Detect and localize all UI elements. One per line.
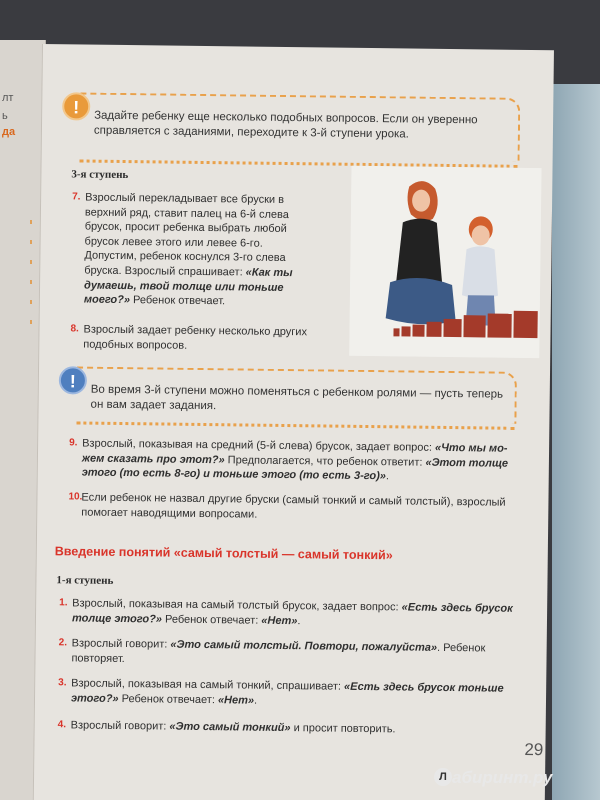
list-item: 4. Взрослый говорит: «Это самый тонкий» и просит повторить. [57,719,396,736]
item-number: 9. [69,437,78,449]
exclamation-icon: ! [59,366,87,394]
list-item: 9. Взрослый, показывая на средний (5-й слева) брусок, задает вопрос: «Что мы можем сказать про этот?» Предполагается, что ребенок ответит: «Этот толще этого (то есть 8-го) и тоньше этого (то есть 3-го)». [69,437,509,483]
left-page-stub: лт [2,92,14,104]
list-item: 10. Если ребенок не назвал другие бруски (самый тонкий и самый толстый), взрослый помогает наводящими вопросами. [68,491,506,521]
list-item: 2. Взрослый говорит: «Это самый толстый. Повтори, пожалуйста». Ребенок повторяет. [58,637,486,665]
watermark: абиринт.ру [452,768,553,787]
labirint-logo-icon: Л [434,768,452,786]
list-item: 7. Взрослый перекладывает все бруски в верхний ряд, ставит палец на 6-й слева брусок, просит ребенка выбрать любой брусок левее этого или левее 6-го. Допустим, ребенок коснулся 3-го слева бруска. Взрослый спрашивает: «Как ты думаешь, твой толще или тоньше моего?» Ребенок отвечает. [72,191,293,308]
item-number: 4. [57,719,67,731]
item-number: 3. [58,677,67,689]
step-heading: 3-я ступень [71,168,129,182]
item-number: 2. [58,637,68,649]
left-page-stub: ь [2,110,8,122]
book-cover-edge [552,84,600,800]
page-number: 29 [524,739,544,760]
list-item: 1. Взрослый, показывая на самый толстый брусок, задает вопрос: «Есть здесь брусок толще этого?» Ребенок отвечает: «Нет». [59,597,513,627]
left-page-stub: да [2,126,16,138]
section-title: Введение понятий «самый толстый — самый тонкий» [54,544,393,563]
book-page [33,44,554,800]
item-number: 7. [72,191,81,203]
tip-note-text: Во время 3-й ступени можно поменяться с ребенком ролями — пусть теперь он вам задает задания. [90,383,504,413]
lesson-photo [349,166,541,358]
exclamation-icon: ! [62,92,90,120]
tip-note [69,366,517,423]
tip-note-text: Задайте ребенку еще несколько подобных вопросов. Если он уверенно справляется с заданиями, переходите к 3-й ступени урока. [93,109,478,141]
list-item: 3. Взрослый, показывая на самый тонкий, спрашивает: «Есть здесь брусок тоньше этого?» Ребенок отвечает: «Нет». [58,677,504,707]
step-heading: 1-я ступень [56,574,114,587]
item-number: 10. [68,491,83,503]
item-number: 1. [59,597,68,609]
tip-note [73,92,521,161]
list-item: 8. Взрослый задает ребенку несколько других подобных вопросов. [70,323,308,352]
item-number: 8. [70,323,79,335]
